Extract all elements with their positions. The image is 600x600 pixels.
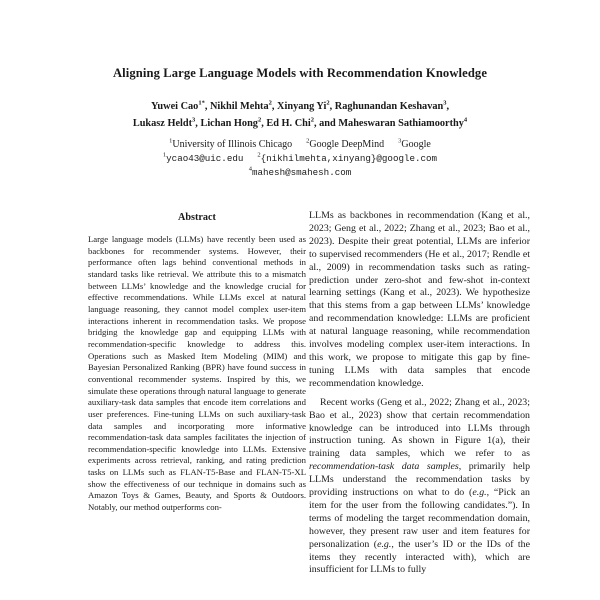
intro-column bbox=[309, 210, 530, 577]
email[interactable]: mahesh@smahesh.com bbox=[252, 167, 352, 178]
intro-paragraph: LLMs as backbones in recommendation (Kang et al., 2023; Geng et al., 2022; Zhang et al., 2023; Bao et al., 2023). Despite their great potential, LLMs are inferior to supervised recommenders (He et al., 2017; Rendle et al., 2009) in recommendation tasks such as rating-prediction under zero-shot and few-shot in-context learning settings (Kang et al., 2023). We hypothesize that this stems from a gap between LLMs’ knowledge and recommendation knowledge: LLMs are proficient at natural language reasoning, while recommendation involves modeling complex user-item interactions. In this work, we propose to mitigate this gap by fine-tuning LLMs with data samples that encode recommendation knowledge. bbox=[309, 210, 530, 389]
author: Yuwei Cao$^{1*}$ bbox=[150, 99, 205, 112]
abstract-heading: Abstract bbox=[178, 212, 216, 223]
affiliations bbox=[0, 138, 600, 180]
email[interactable]: {nikhilmehta,xinyang}@google.com bbox=[260, 153, 438, 164]
author: Xinyang Yi$^2$ bbox=[277, 99, 330, 112]
affiliation: Google DeepMind bbox=[309, 139, 385, 150]
abstract-text: Large language models (LLMs) have recently been used as backbones for recommender systems. However, their performance often lags behind conventional methods in standard tasks like retrieval. We attribute this to a mismatch between LLMs’ knowledge and the knowledge crucial for effective recommendations. While LLMs excel at natural language reasoning, they cannot model complex user-item interactions inherent in recommendation tasks. We propose bridging the knowledge gap and equipping LLMs with recommendation-specific knowledge to address this. Operations such as Masked Item Modeling (MIM) and Bayesian Personalized Ranking (BPR) have found success in conventional recommender systems. Inspired by this, we simulate these operations through natural language to generate auxiliary-task data samples that encode item correlations and user preferences. Fine-tuning LLMs on such auxiliary-task data samples and incorporating more informative recommendation-task data samples facilitates the injection of recommendation-specific knowledge into LLMs. Extensive experiments across retrieval, ranking, and rating prediction tasks on LLMs such as FLAN-T5-Base and FLAN-T5-XL show the effectiveness of our technique in domains such as Amazon Toys & Games, Beauty, and Sports & Outdoors. Notably, our method outperforms con- bbox=[88, 234, 306, 513]
email-line: $^1$ycao43@uic.edu $^2${nikhilmehta,xinyang}@google.com bbox=[162, 151, 438, 164]
author: Maheswaran Sathiamoorthy$^4$ bbox=[338, 116, 468, 129]
author: Nikhil Mehta$^2$ bbox=[210, 99, 272, 112]
affiliation-line: $^1$University of Illinois Chicago $^2$Google DeepMind $^3$Google bbox=[169, 137, 431, 150]
affiliation: University of Illinois Chicago bbox=[172, 139, 293, 150]
author: Raghunandan Keshavan$^3$ bbox=[334, 99, 447, 112]
author: Lukasz Heldt$^3$ bbox=[132, 116, 196, 129]
abstract-body bbox=[88, 234, 306, 514]
affiliation: Google bbox=[401, 139, 431, 150]
author: Lichan Hong$^2$ bbox=[200, 116, 262, 129]
author-list: Yuwei Cao$^{1*}$, Nikhil Mehta$^2$, Xinyang Yi$^2$, Raghunandan Keshavan$^3$, Lukasz Heldt$^3$, Lichan Hong$^2$, Ed H. Chi$^2$, and Maheswaran Sathiamoorthy$^4$ bbox=[132, 99, 468, 129]
email[interactable]: ycao43@uic.edu bbox=[166, 153, 244, 164]
paper-title: Aligning Large Language Models with Recommendation Knowledge bbox=[112, 66, 488, 80]
intro-paragraph: Recent works (Geng et al., 2022; Zhang et al., 2023; Bao et al., 2023) show that certain recommendation knowledge can be introduced into LLMs through instruction tuning. As shown in Figure 1(a), their training data samples, which we refer to as recommendation-task data samples, primarily help LLMs understand the recommendation tasks by providing instructions on what to do (e.g., “Pick an item for the user from the following candidates.”). In terms of modeling the target recommendation domain, however, they present raw user and item features for personalization (e.g., the user’s ID or the IDs of the items they recently interacted with), which are insufficient for LLMs to fully bbox=[309, 396, 531, 576]
email-line: $^4$mahesh@smahesh.com bbox=[248, 165, 352, 178]
author-and: and bbox=[319, 118, 336, 129]
author: Ed H. Chi$^2$ bbox=[266, 116, 314, 129]
